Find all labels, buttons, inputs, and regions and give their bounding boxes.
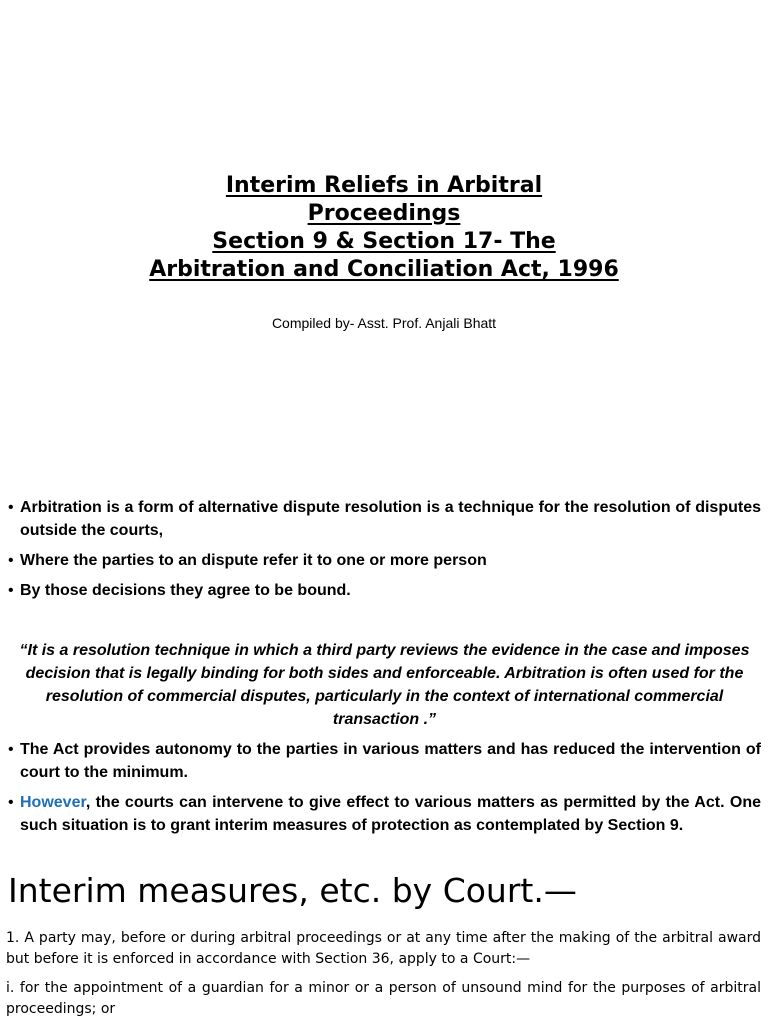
title-line-1: Interim Reliefs in Arbitral	[225, 173, 543, 198]
title-line-3: Section 9 & Section 17- The	[212, 229, 556, 254]
slide-title	[60, 172, 708, 284]
bullet-item-act: • The Act provides autonomy to the parties in various matters and has reduced the intervention of court to the minimum.	[8, 738, 761, 784]
act-bullet-list	[8, 738, 761, 844]
clause-paragraph-2: i. for the appointment of a guardian for a minor or a person of unsound mind for the purposes of arbitral proceedings; or	[6, 980, 761, 1017]
title-line-4: Arbitration and Conciliation Act, 1996	[149, 257, 619, 282]
title-line-2: Proceedings	[307, 201, 461, 226]
bullet-item: • Arbitration is a form of alternative dispute resolution is a technique for the resolution of disputes outside the courts,	[8, 496, 761, 542]
definition-quote: “It is a resolution technique in which a third party reviews the evidence in the case and imposes decision that is legally binding for both sides and enforceable. Arbitration is often used for the resolution of commercial disputes, particularly in the context of international commercial transaction .”	[19, 642, 750, 728]
bullet-item-however	[8, 791, 761, 837]
intro-bullet-list	[8, 496, 761, 609]
section-heading: Interim measures, etc. by Court.—	[8, 871, 577, 910]
title-slide	[0, 0, 768, 468]
clause-paragraph-1: 1. A party may, before or during arbitral proceedings or at any time after the making of the arbitral award but before it is enforced in accordance with Section 36, apply to a Court:—	[6, 930, 761, 967]
however-highlight: However	[20, 794, 86, 811]
author-subtitle: Compiled by- Asst. Prof. Anjali Bhatt	[271, 315, 497, 331]
bullet-item: • By those decisions they agree to be bound.	[8, 579, 761, 602]
bullet-item: • Where the parties to an dispute refer it to one or more person	[8, 549, 761, 572]
content-slide	[0, 468, 768, 1024]
however-text: , the courts can intervene to give effect to various matters as permitted by the Act. One such situation is to grant interim measures of protection as contemplated by Section 9.	[20, 794, 761, 834]
